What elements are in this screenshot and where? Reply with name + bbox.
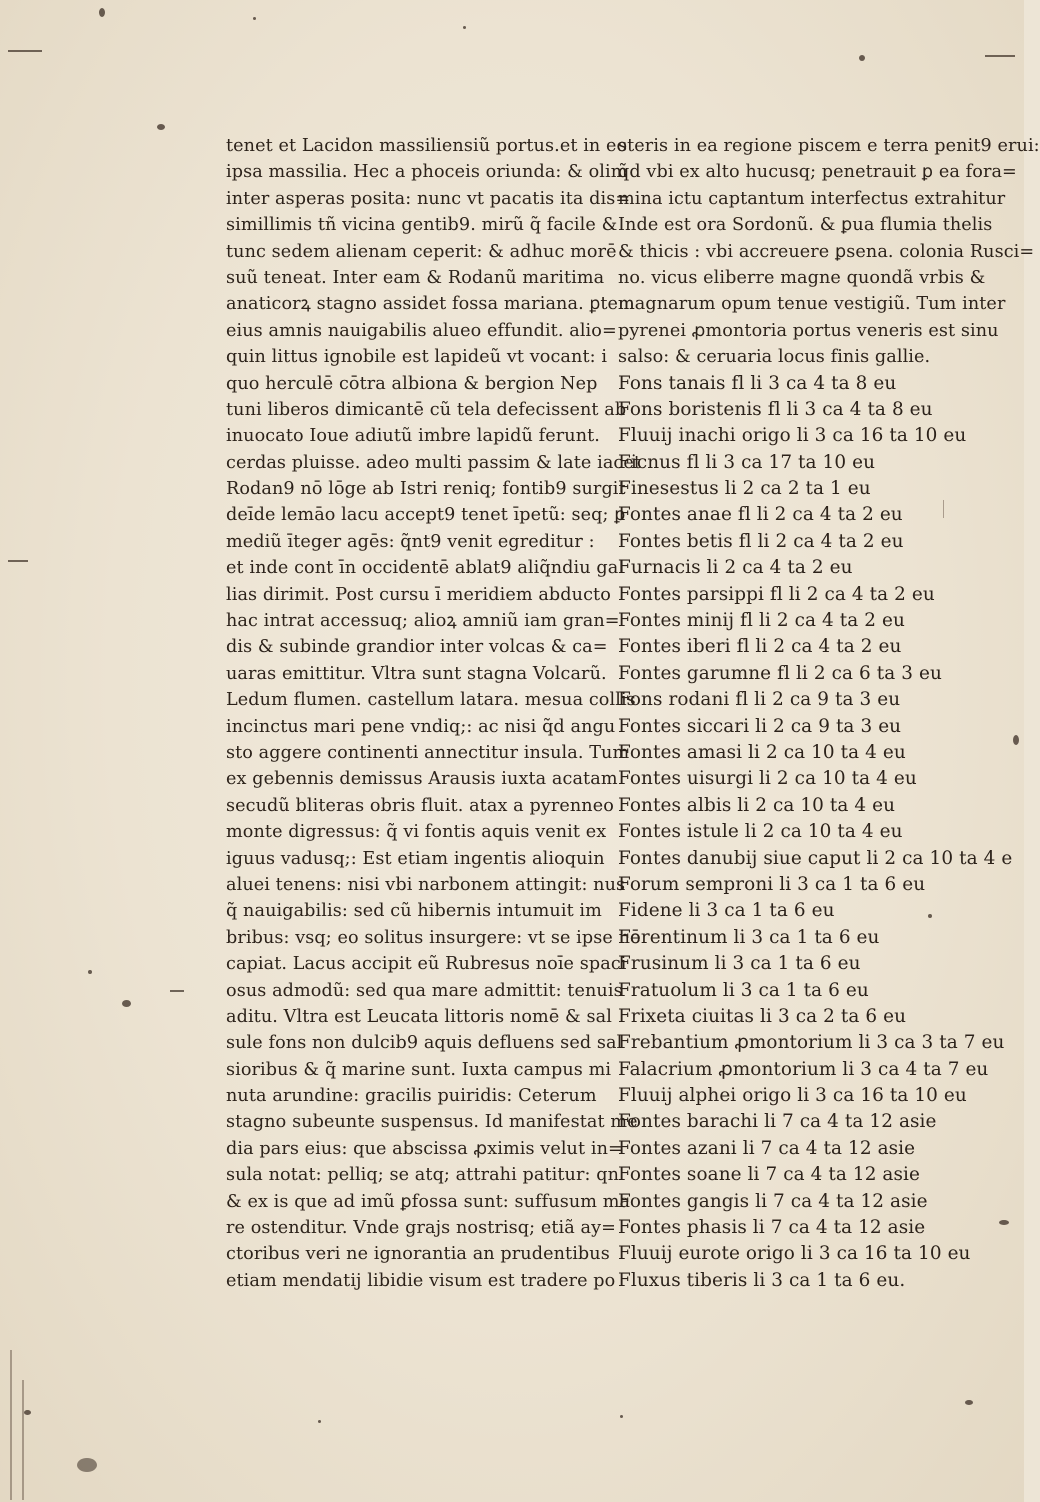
- ink-spot: [24, 1410, 31, 1415]
- index-entry: Fons rodani fl li 2 ca 9 ta 3 eu: [618, 689, 901, 711]
- text-line: sule fons non dulcib9 aquis defluens sed sal: [226, 1033, 623, 1054]
- text-line: & thicis : vbi accreuere ꝑsena. colonia Rusci=: [618, 241, 1035, 262]
- index-entry: Fidene li 3 ca 1 ta 6 eu: [618, 900, 835, 922]
- ink-spot: [463, 26, 466, 29]
- worm-track: [943, 500, 944, 518]
- text-line: suũ teneat. Inter eam & Rodanũ maritima: [226, 267, 605, 288]
- index-entry: Frixeta ciuitas li 3 ca 2 ta 6 eu: [618, 1005, 907, 1027]
- text-line: sto aggere continenti annectitur insula. Tum: [226, 742, 630, 763]
- index-entry: Fontes iberi fl li 2 ca 4 ta 2 eu: [618, 636, 902, 658]
- index-entry: Fontes siccari li 2 ca 9 ta 3 eu: [618, 715, 902, 737]
- text-line: mina ictu captantum interfectus extrahitur: [618, 188, 1006, 209]
- text-line: monte digressus: q̃ vi fontis aquis venit ex: [226, 822, 607, 843]
- text-line: etiam mendatij libidie visum est tradere po: [226, 1270, 616, 1291]
- text-line: lias dirimit. Post cursu ī meridiem abducto: [226, 584, 611, 605]
- index-entry: Ficnus fl li 3 ca 17 ta 10 eu: [618, 451, 876, 473]
- ink-spot: [318, 1420, 321, 1423]
- index-entry: Fontes danubij siue caput li 2 ca 10 ta 4 e: [618, 847, 1013, 869]
- ink-spot: [99, 8, 105, 17]
- text-line: inter asperas posita: nunc vt pacatis ita dis=: [226, 188, 631, 209]
- text-line: secudũ bliteras obris fluit. atax a pyrenneo: [226, 795, 614, 816]
- text-line: bribus: vsq; eo solitus insurgere: vt se ipse nō: [226, 927, 641, 948]
- text-line: tenet et Lacidon massiliensiũ portus.et in eo: [226, 136, 628, 156]
- right-text-column: [618, 133, 1040, 1294]
- text-line: mediũ īteger agēs: q̃nt9 venit egreditur :: [226, 531, 595, 552]
- index-entry: Fontes gangis li 7 ca 4 ta 12 asie: [618, 1190, 928, 1212]
- ink-spot: [77, 1458, 97, 1472]
- left-text-column: [226, 133, 642, 1294]
- margin-mark: [8, 50, 42, 52]
- text-line: salso: & ceruaria locus finis gallie.: [618, 347, 931, 368]
- text-line: pyrenei ꝓmontoria portus veneris est sinu: [618, 320, 999, 341]
- text-line: eius amnis nauigabilis alueo effundit. alio=: [226, 320, 617, 341]
- text-line: nuta arundine: gracilis puiridis: Ceterum: [226, 1086, 597, 1107]
- index-entry: Fontes uisurgi li 2 ca 10 ta 4 eu: [618, 768, 917, 790]
- text-line: simillimis tñ vicina gentib9. mirũ q̃ facile &: [226, 215, 618, 236]
- ink-spot: [999, 1220, 1009, 1225]
- text-line: uaras emittitur. Vltra sunt stagna Volcarũ.: [226, 663, 607, 684]
- text-line: quo herculē cōtra albiona & bergion Nep: [226, 373, 598, 394]
- text-line: capiat. Lacus accipit eũ Rubresus noīe spaci: [226, 954, 627, 975]
- text-line: no. vicus eliberre magne quondã vrbis &: [618, 267, 986, 288]
- index-entry: Fons boristenis fl li 3 ca 4 ta 8 eu: [618, 398, 933, 420]
- index-entry: Fontes minij fl li 2 ca 4 ta 2 eu: [618, 610, 905, 632]
- margin-mark: [985, 55, 1015, 57]
- index-entry: Fontes parsippi fl li 2 ca 4 ta 2 eu: [618, 583, 935, 605]
- worm-track: [10, 1350, 12, 1500]
- index-entry: Fontes garumne fl li 2 ca 6 ta 3 eu: [618, 662, 942, 684]
- text-line: & ex is que ad imũ ꝑfossa sunt: suffusum ma: [226, 1191, 631, 1212]
- index-entry: Fontes soane li 7 ca 4 ta 12 asie: [618, 1164, 921, 1186]
- index-entry: Fontes anae fl li 2 ca 4 ta 2 eu: [618, 504, 903, 526]
- index-entry: Fluuij eurote origo li 3 ca 16 ta 10 eu: [618, 1243, 971, 1265]
- text-line: sioribus & q̃ marine sunt. Iuxta campus mi: [226, 1059, 612, 1080]
- text-line: quin littus ignobile est lapideũ vt vocant: i: [226, 347, 608, 368]
- index-entry: Fontes betis fl li 2 ca 4 ta 2 eu: [618, 530, 904, 552]
- index-entry: Frebantium ꝓmontorium li 3 ca 3 ta 7 eu: [618, 1032, 1005, 1054]
- margin-mark: [170, 990, 184, 992]
- text-line: re ostenditur. Vnde grajs nostrisq; etiã ay=: [226, 1218, 616, 1239]
- text-line: dia pars eius: que abscissa ꝓximis velut in=: [226, 1138, 623, 1159]
- text-line: q̃d vbi ex alto hucusq; penetrauit ꝑ ea fora=: [618, 162, 1017, 183]
- worm-track: [22, 1380, 24, 1500]
- text-line: steris in ea regione piscem e terra penit9 erui:: [618, 136, 1040, 156]
- margin-mark: [8, 560, 28, 562]
- text-line: q̃ nauigabilis: sed cũ hibernis intumuit im: [226, 901, 602, 922]
- text-line: tunc sedem alienam ceperit: & adhuc morē: [226, 241, 617, 262]
- text-line: tuni liberos dimicantē cũ tela defecissent ab: [226, 399, 627, 420]
- text-line: aditu. Vltra est Leucata littoris nomē & sal: [226, 1006, 612, 1027]
- text-line: et inde cont īn occidentē ablat9 aliq̃ndiu gal: [226, 558, 625, 579]
- text-line: dis & subinde grandior inter volcas & ca=: [226, 637, 608, 658]
- ink-spot: [1013, 735, 1019, 745]
- text-line: aluei tenens: nisi vbi narbonem attingit: nus: [226, 874, 626, 895]
- ink-spot: [965, 1400, 973, 1405]
- index-entry: Finesestus li 2 ca 2 ta 1 eu: [618, 478, 871, 500]
- ink-spot: [122, 1000, 131, 1007]
- text-line: magnarum opum tenue vestigiũ. Tum inter: [618, 294, 1006, 315]
- text-line: iguus vadusq;: Est etiam ingentis alioquin: [226, 848, 605, 869]
- index-entry: Fluuij inachi origo li 3 ca 16 ta 10 eu: [618, 425, 967, 447]
- text-line: deīde lemāo lacu accept9 tenet īpetũ: seq; ꝑ: [226, 505, 626, 526]
- text-line: Inde est ora Sordonũ. & ꝑua flumia thelis: [618, 215, 993, 236]
- index-entry: Forum semproni li 3 ca 1 ta 6 eu: [618, 873, 926, 895]
- text-line: inuocato Ioue adiutũ imbre lapidũ ferunt.: [226, 426, 600, 447]
- index-entry: Ferentinum li 3 ca 1 ta 6 eu: [618, 926, 880, 948]
- text-line: ctoribus veri ne ignorantia an prudentibus: [226, 1244, 610, 1265]
- index-entry: Fontes amasi li 2 ca 10 ta 4 eu: [618, 741, 906, 763]
- ink-spot: [928, 914, 932, 918]
- ink-spot: [620, 1415, 623, 1418]
- text-line: incinctus mari pene vndiq;: ac nisi q̃d angu: [226, 716, 616, 737]
- text-line: hac intrat accessuq; alioꝝ amniũ iam gran=: [226, 611, 620, 632]
- text-line: stagno subeunte suspensus. Id manifestat me: [226, 1112, 638, 1133]
- index-entry: Fontes barachi li 7 ca 4 ta 12 asie: [618, 1111, 937, 1133]
- ink-spot: [859, 55, 865, 61]
- index-entry: Fontes azani li 7 ca 4 ta 12 asie: [618, 1137, 916, 1159]
- index-entry: Fontes phasis li 7 ca 4 ta 12 asie: [618, 1217, 926, 1239]
- text-line: anaticorꝝ stagno assidet fossa mariana. ꝑtem: [226, 294, 635, 315]
- ink-spot: [88, 970, 92, 974]
- text-line: sula notat: pelliq; se atq; attrahi patitur: qn: [226, 1165, 620, 1186]
- text-line: Rodan9 nō lōge ab Istri reniq; fontib9 surgit: [226, 479, 626, 500]
- index-entry: Fratuolum li 3 ca 1 ta 6 eu: [618, 979, 869, 1001]
- text-line: Ledum flumen. castellum latara. mesua collis: [226, 690, 636, 711]
- index-entry: Falacrium ꝓmontorium li 3 ca 4 ta 7 eu: [618, 1058, 989, 1080]
- index-entry: Fontes istule li 2 ca 10 ta 4 eu: [618, 821, 903, 843]
- ink-spot: [157, 124, 165, 130]
- text-line: osus admodũ: sed qua mare admittit: tenuis: [226, 980, 623, 1001]
- index-entry: Fluuij alphei origo li 3 ca 16 ta 10 eu: [618, 1085, 967, 1107]
- ink-spot: [253, 17, 256, 20]
- text-line: ex gebennis demissus Arausis iuxta acatam: [226, 769, 618, 790]
- index-entry: Furnacis li 2 ca 4 ta 2 eu: [618, 557, 853, 579]
- index-entry: Frusinum li 3 ca 1 ta 6 eu: [618, 953, 861, 975]
- text-line: ipsa massilia. Hec a phoceis oriunda: & olim: [226, 162, 628, 183]
- index-entry: Fontes albis li 2 ca 10 ta 4 eu: [618, 794, 896, 816]
- text-line: cerdas pluisse. adeo multi passim & late iacet: [226, 452, 642, 473]
- index-entry: Fons tanais fl li 3 ca 4 ta 8 eu: [618, 372, 897, 394]
- index-entry: Fluxus tiberis li 3 ca 1 ta 6 eu.: [618, 1269, 906, 1291]
